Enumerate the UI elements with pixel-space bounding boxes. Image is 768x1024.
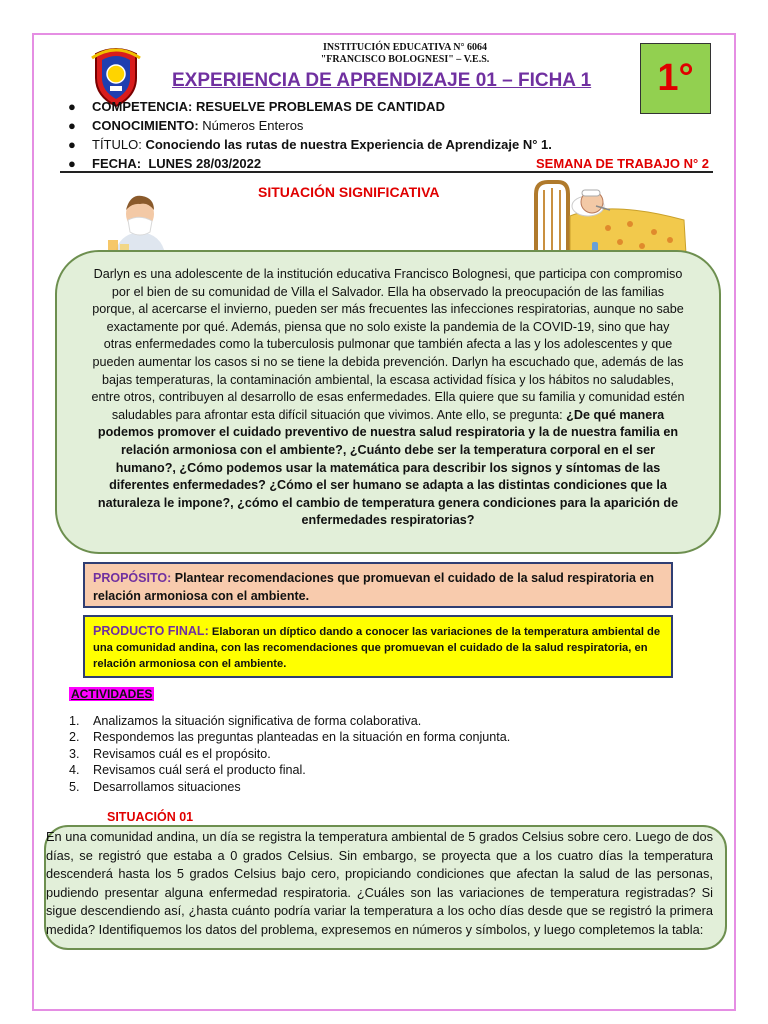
info-conocimiento [68, 116, 718, 135]
experience-title: EXPERIENCIA DE APRENDIZAJE 01 – FICHA 1 [172, 70, 592, 91]
purpose-text: Plantear recomendaciones que promuevan el cuidado de la salud respiratoria en relación armoniosa con el ambiente. [93, 571, 655, 603]
activity-item: 4. Revisamos cuál será el producto final. [69, 763, 306, 778]
activities-list [69, 713, 510, 795]
situation-story: Darlyn es una adolescente de la institución educativa Francisco Bolognesi, que participa con compromiso por el bien de su comunidad de Villa el Salvador. Ella ha observado la preocupación de las familias porque, al acercarse el invierno, pueden ser más frecuentes las infecciones respiratorias, aunque no sabe exactamente por qué. Además, piensa que no solo existe la pandemia de la COVID-19, sino que hay otras enfermedades como la tuberculosis pulmonar que también afecta a las y los adolescentes y que pueden aumentar los casos si no se tiene la debida prevención. Darlyn ha escuchado que, además de las bajas temperaturas, la contaminación ambiental, la escasa actividad física y los hábitos no saludables, entre otros, contribuyen al desarrollo de esas enfermedades. Ella quiere que su familia y comunidad estén saludables para afrontar esta difícil situación que vivimos. Ante ello, se pregunta: [91, 267, 685, 422]
situation-01-label: SITUACIÓN 01 [107, 810, 194, 824]
purpose-box [83, 562, 673, 608]
bullet-icon: ● [68, 99, 76, 114]
bullet-icon: ● [68, 156, 76, 171]
activity-item: 5. Desarrollamos situaciones [69, 779, 241, 794]
situation-questions: ¿De qué manera podemos promover el cuidado preventivo de nuestra salud respiratoria y la de nuestra familia en relación armoniosa con el ambiente?, ¿Cuánto debe ser la temperatura corporal en el ser humano?, ¿Cómo podemos usar la matemática para describir los signos y síntomas de las diferentes enfermedades? ¿Cómo el ser humano se adapta a las distintas condiciones que la naturaleza le impone?, ¿cómo el cambio de temperatura genera condiciones para la aparición de enfermedades respiratorias? [97, 407, 679, 528]
activities-label: ACTIVIDADES [71, 687, 153, 701]
header-divider [60, 171, 713, 173]
competencia-value: RESUELVE PROBLEMAS DE CANTIDAD [196, 99, 445, 114]
situation-title: SITUACIÓN SIGNIFICATIVA [258, 184, 440, 200]
week-number: SEMANA DE TRABAJO N° 2 [536, 156, 710, 171]
activity-item: 2. Respondemos las preguntas planteadas en la situación en forma conjunta. [69, 730, 511, 745]
institution-header [210, 42, 600, 66]
situation-01-text: En una comunidad andina, un día se registra la temperatura ambiental de 5 grados Celsius sobre cero. Luego de dos días, se registró que estaba a 0 grados Celsius. Sin embargo, se proyecta que a los cuatro días la temperatura descenderá hasta los 5 grados Celsius bajo cero, propiciando condiciones que afectan la salud de las personas, pudiendo presentar alguna enfermedad respiratoria. ¿Cuáles son las variaciones de temperatura registradas? Si sigue descendiendo así, ¿hasta cuánto podría variar la temperatura a los ocho días desde que se registró la primera medida? Identifiquemos los datos del problema, expresemos en números y símbolos, y luego completemos la tabla: [46, 829, 713, 937]
bullet-icon: ● [68, 137, 76, 152]
titulo-label: TÍTULO: [92, 137, 142, 152]
final-product-text: Elaboran un díptico dando a conocer las variaciones de la temperatura ambiental de una comunidad andina, con las recomendaciones que promuevan el cuidado de la salud respiratoria, en relación armoniosa con el ambiente. [93, 626, 661, 670]
situation-story-box [55, 250, 721, 554]
activity-item: 1. Analizamos la situación significativa de forma colaborativa. [69, 714, 422, 728]
conocimiento-value: Números Enteros [202, 118, 304, 133]
grade-value: 1° [657, 57, 694, 99]
final-product-label: PRODUCTO FINAL: [93, 624, 209, 638]
info-titulo [68, 135, 718, 154]
info-list [68, 97, 718, 173]
competencia-label: COMPETENCIA: [92, 99, 193, 114]
purpose-label: PROPÓSITO: [93, 571, 172, 585]
conocimiento-label: CONOCIMIENTO: [92, 118, 199, 133]
bullet-icon: ● [68, 118, 76, 133]
institution-name: INSTITUCIÓN EDUCATIVA N° 6064 [323, 42, 487, 53]
fecha-value: LUNES 28/03/2022 [148, 156, 262, 171]
info-competencia [68, 97, 718, 116]
fecha-label: FECHA: [92, 156, 142, 171]
institution-school: "FRANCISCO BOLOGNESI" – V.E.S. [320, 54, 490, 65]
titulo-value: Conociendo las rutas de nuestra Experiencia de Aprendizaje N° 1. [145, 137, 552, 152]
activity-item: 3. Revisamos cuál es el propósito. [69, 746, 271, 761]
final-product-box [83, 615, 673, 678]
